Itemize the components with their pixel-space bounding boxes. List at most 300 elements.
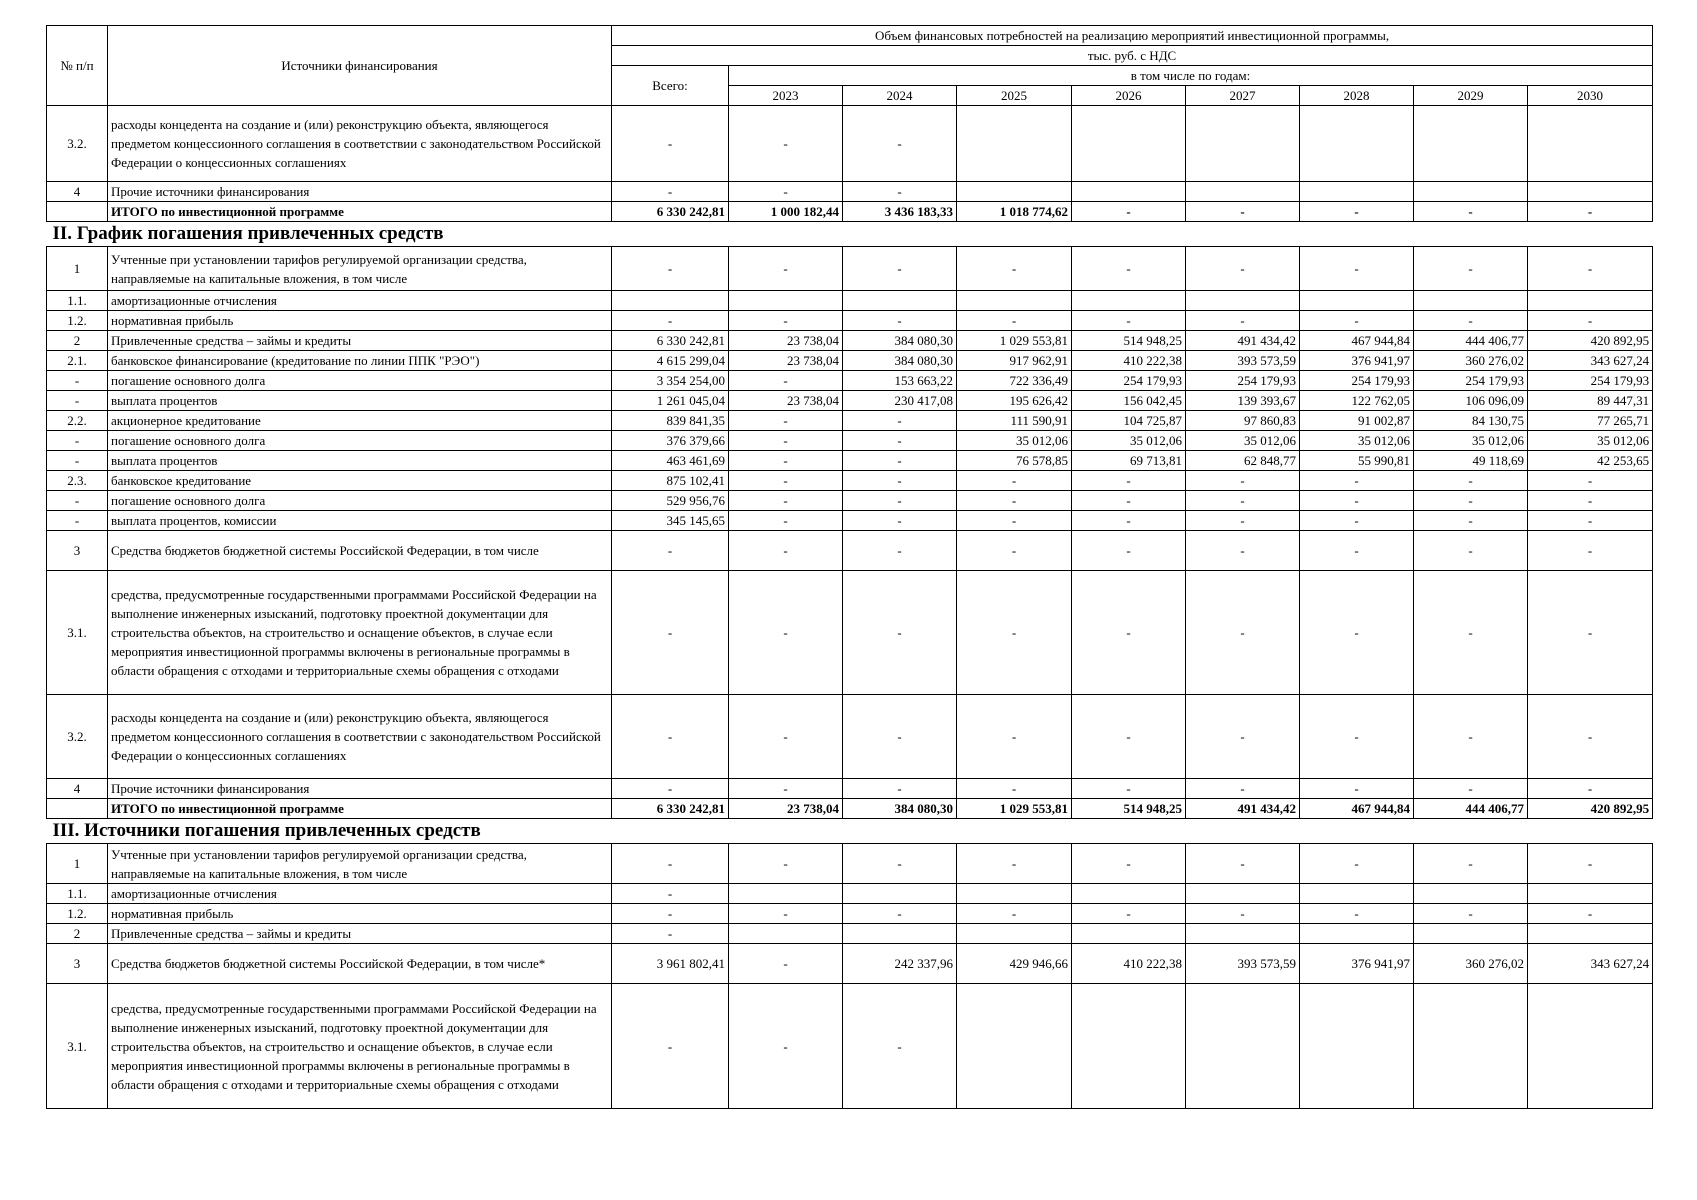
year-value-cell: - bbox=[1300, 311, 1414, 331]
year-value-cell: - bbox=[729, 984, 843, 1109]
year-value-cell: 62 848,77 bbox=[1186, 451, 1300, 471]
year-value-cell bbox=[1528, 182, 1653, 202]
total-value-cell: - bbox=[612, 904, 729, 924]
row-label: Средства бюджетов бюджетной системы Российской Федерации, в том числе bbox=[108, 531, 612, 571]
year-value-cell: - bbox=[1186, 311, 1300, 331]
year-value-cell: - bbox=[729, 411, 843, 431]
year-value-cell: - bbox=[1414, 779, 1528, 799]
year-value-cell bbox=[1072, 884, 1186, 904]
year-value-cell bbox=[1186, 106, 1300, 182]
year-value-cell: 384 080,30 bbox=[843, 351, 957, 371]
year-value-cell: - bbox=[1072, 247, 1186, 291]
year-value-cell: - bbox=[843, 571, 957, 695]
year-value-cell bbox=[1300, 884, 1414, 904]
year-value-cell bbox=[1072, 182, 1186, 202]
year-value-cell: 514 948,25 bbox=[1072, 799, 1186, 819]
table-row bbox=[47, 924, 1653, 944]
row-label: амортизационные отчисления bbox=[108, 291, 612, 311]
row-label: нормативная прибыль bbox=[108, 311, 612, 331]
year-value-cell: 35 012,06 bbox=[1072, 431, 1186, 451]
year-value-cell: - bbox=[1414, 247, 1528, 291]
year-value-cell: - bbox=[1186, 471, 1300, 491]
total-value-cell: - bbox=[612, 695, 729, 779]
year-value-cell: - bbox=[1528, 471, 1653, 491]
year-value-cell bbox=[957, 106, 1072, 182]
year-value-cell: - bbox=[1414, 491, 1528, 511]
year-value-cell bbox=[957, 884, 1072, 904]
year-value-cell: 35 012,06 bbox=[1414, 431, 1528, 451]
year-value-cell: 254 179,93 bbox=[1300, 371, 1414, 391]
table-row bbox=[47, 182, 1653, 202]
year-value-cell: 254 179,93 bbox=[1072, 371, 1186, 391]
section-3-heading bbox=[47, 819, 1653, 844]
year-value-cell bbox=[1414, 984, 1528, 1109]
row-number: 3 bbox=[47, 531, 108, 571]
row-number: 2 bbox=[47, 331, 108, 351]
year-value-cell: - bbox=[729, 779, 843, 799]
total-value-cell: 345 145,65 bbox=[612, 511, 729, 531]
year-value-cell: 77 265,71 bbox=[1528, 411, 1653, 431]
year-value-cell: 76 578,85 bbox=[957, 451, 1072, 471]
year-value-cell: 384 080,30 bbox=[843, 331, 957, 351]
year-value-cell bbox=[1414, 291, 1528, 311]
year-value-cell: 467 944,84 bbox=[1300, 799, 1414, 819]
row-number: 4 bbox=[47, 779, 108, 799]
year-value-cell: - bbox=[957, 779, 1072, 799]
year-header: 2030 bbox=[1528, 86, 1653, 106]
year-value-cell: - bbox=[843, 247, 957, 291]
row-label: ИТОГО по инвестиционной программе bbox=[108, 799, 612, 819]
year-value-cell: - bbox=[1414, 202, 1528, 222]
year-value-cell: 1 029 553,81 bbox=[957, 799, 1072, 819]
row-label: Учтенные при установлении тарифов регулируемой организации средства, направляемые на капитальные вложения, в том числе bbox=[108, 844, 612, 884]
financing-table-page bbox=[46, 25, 1652, 1109]
year-value-cell: - bbox=[1414, 695, 1528, 779]
year-value-cell: - bbox=[1528, 571, 1653, 695]
year-value-cell: - bbox=[1528, 491, 1653, 511]
year-value-cell bbox=[957, 924, 1072, 944]
total-column-header: Всего: bbox=[612, 66, 729, 106]
year-value-cell: - bbox=[729, 431, 843, 451]
year-value-cell: - bbox=[1414, 471, 1528, 491]
total-value-cell: 6 330 242,81 bbox=[612, 202, 729, 222]
year-value-cell: 23 738,04 bbox=[729, 799, 843, 819]
year-value-cell: - bbox=[843, 531, 957, 571]
row-number: 1.2. bbox=[47, 904, 108, 924]
row-label: Привлеченные средства – займы и кредиты bbox=[108, 331, 612, 351]
year-value-cell: 420 892,95 bbox=[1528, 331, 1653, 351]
year-value-cell bbox=[1300, 291, 1414, 311]
table-row bbox=[47, 391, 1653, 411]
year-value-cell: - bbox=[1300, 511, 1414, 531]
year-value-cell: - bbox=[1528, 511, 1653, 531]
year-value-cell bbox=[729, 884, 843, 904]
year-value-cell: - bbox=[843, 844, 957, 884]
year-value-cell: - bbox=[1186, 511, 1300, 531]
row-label: погашение основного долга bbox=[108, 491, 612, 511]
year-value-cell: - bbox=[1186, 844, 1300, 884]
row-label: банковское финансирование (кредитование по линии ППК "РЭО") bbox=[108, 351, 612, 371]
year-value-cell: - bbox=[843, 451, 957, 471]
total-value-cell: - bbox=[612, 311, 729, 331]
block-1 bbox=[47, 106, 1653, 222]
year-value-cell: 195 626,42 bbox=[957, 391, 1072, 411]
table-row bbox=[47, 202, 1653, 222]
table-row bbox=[47, 411, 1653, 431]
year-value-cell: 139 393,67 bbox=[1186, 391, 1300, 411]
year-value-cell: 23 738,04 bbox=[729, 391, 843, 411]
year-value-cell: - bbox=[729, 491, 843, 511]
row-number: 1.1. bbox=[47, 884, 108, 904]
table-row bbox=[47, 331, 1653, 351]
year-value-cell: - bbox=[1414, 571, 1528, 695]
year-value-cell: - bbox=[843, 695, 957, 779]
year-value-cell: - bbox=[1300, 247, 1414, 291]
year-value-cell: 23 738,04 bbox=[729, 331, 843, 351]
total-value-cell: 376 379,66 bbox=[612, 431, 729, 451]
year-value-cell: - bbox=[1300, 202, 1414, 222]
year-value-cell: 55 990,81 bbox=[1300, 451, 1414, 471]
year-value-cell: - bbox=[729, 844, 843, 884]
year-value-cell: - bbox=[1186, 247, 1300, 291]
year-value-cell: 1 018 774,62 bbox=[957, 202, 1072, 222]
row-number: 1.2. bbox=[47, 311, 108, 331]
year-value-cell bbox=[1300, 924, 1414, 944]
year-value-cell: 420 892,95 bbox=[1528, 799, 1653, 819]
year-value-cell bbox=[1186, 924, 1300, 944]
row-number: 3.2. bbox=[47, 106, 108, 182]
financing-table bbox=[46, 25, 1653, 1109]
year-value-cell bbox=[1300, 106, 1414, 182]
year-value-cell: - bbox=[1528, 311, 1653, 331]
year-value-cell: - bbox=[1300, 491, 1414, 511]
year-value-cell: 393 573,59 bbox=[1186, 351, 1300, 371]
year-value-cell: 156 042,45 bbox=[1072, 391, 1186, 411]
year-value-cell bbox=[843, 924, 957, 944]
row-label: средства, предусмотренные государственными программами Российской Федерации на выполнение инженерных изысканий, подготовку проектной документации для строительства объектов, на строительство и оснащение объектов, в случае если мероприятия инвестиционной программы включены в региональные программы в области обращения с отходами и территориальные схемы обращения с отходами bbox=[108, 984, 612, 1109]
row-label: Средства бюджетов бюджетной системы Российской Федерации, в том числе* bbox=[108, 944, 612, 984]
section-2-title: II. График погашения привлеченных средств bbox=[52, 223, 444, 244]
year-value-cell: 153 663,22 bbox=[843, 371, 957, 391]
row-number: 3.2. bbox=[47, 695, 108, 779]
year-value-cell: 3 436 183,33 bbox=[843, 202, 957, 222]
year-value-cell: 444 406,77 bbox=[1414, 331, 1528, 351]
year-value-cell bbox=[1072, 984, 1186, 1109]
year-value-cell: - bbox=[729, 311, 843, 331]
table-header bbox=[47, 26, 1653, 106]
table-row bbox=[47, 106, 1653, 182]
year-value-cell: - bbox=[843, 311, 957, 331]
row-label: Привлеченные средства – займы и кредиты bbox=[108, 924, 612, 944]
year-value-cell: 491 434,42 bbox=[1186, 799, 1300, 819]
year-value-cell: 122 762,05 bbox=[1300, 391, 1414, 411]
total-value-cell: - bbox=[612, 884, 729, 904]
row-number: - bbox=[47, 391, 108, 411]
year-value-cell: - bbox=[1186, 904, 1300, 924]
year-value-cell: - bbox=[843, 106, 957, 182]
volume-title: Объем финансовых потребностей на реализацию мероприятий инвестиционной программы, bbox=[612, 26, 1653, 46]
year-value-cell: 343 627,24 bbox=[1528, 944, 1653, 984]
row-number: 2.2. bbox=[47, 411, 108, 431]
year-value-cell bbox=[1528, 291, 1653, 311]
year-value-cell: - bbox=[957, 844, 1072, 884]
table-row bbox=[47, 695, 1653, 779]
year-value-cell: - bbox=[843, 779, 957, 799]
table-row bbox=[47, 471, 1653, 491]
year-value-cell: 429 946,66 bbox=[957, 944, 1072, 984]
year-value-cell: - bbox=[1414, 511, 1528, 531]
row-label: Учтенные при установлении тарифов регулируемой организации средства, направляемые на капитальные вложения, в том числе bbox=[108, 247, 612, 291]
table-row bbox=[47, 531, 1653, 571]
total-value-cell bbox=[612, 291, 729, 311]
source-column-header: Источники финансирования bbox=[108, 26, 612, 106]
year-value-cell bbox=[1528, 106, 1653, 182]
year-value-cell: 444 406,77 bbox=[1414, 799, 1528, 819]
table-row bbox=[47, 779, 1653, 799]
year-value-cell: 360 276,02 bbox=[1414, 351, 1528, 371]
year-value-cell bbox=[729, 291, 843, 311]
total-value-cell: 6 330 242,81 bbox=[612, 331, 729, 351]
row-label: ИТОГО по инвестиционной программе bbox=[108, 202, 612, 222]
year-value-cell: - bbox=[1528, 904, 1653, 924]
year-value-cell bbox=[1414, 884, 1528, 904]
total-value-cell: - bbox=[612, 106, 729, 182]
year-value-cell: 254 179,93 bbox=[1186, 371, 1300, 391]
year-value-cell: - bbox=[729, 944, 843, 984]
table-row bbox=[47, 944, 1653, 984]
total-value-cell: 1 261 045,04 bbox=[612, 391, 729, 411]
table-row bbox=[47, 904, 1653, 924]
row-label: банковское кредитование bbox=[108, 471, 612, 491]
year-value-cell: - bbox=[1186, 202, 1300, 222]
year-value-cell: - bbox=[843, 511, 957, 531]
year-value-cell: - bbox=[957, 571, 1072, 695]
year-header: 2025 bbox=[957, 86, 1072, 106]
year-value-cell bbox=[957, 984, 1072, 1109]
row-label: нормативная прибыль bbox=[108, 904, 612, 924]
year-value-cell: - bbox=[729, 904, 843, 924]
total-value-cell: 839 841,35 bbox=[612, 411, 729, 431]
year-value-cell: 97 860,83 bbox=[1186, 411, 1300, 431]
year-value-cell: - bbox=[957, 531, 1072, 571]
row-label: Прочие источники финансирования bbox=[108, 182, 612, 202]
total-value-cell: 6 330 242,81 bbox=[612, 799, 729, 819]
year-value-cell: - bbox=[1072, 695, 1186, 779]
year-value-cell: - bbox=[1414, 531, 1528, 571]
table-row bbox=[47, 844, 1653, 884]
year-value-cell: - bbox=[1414, 311, 1528, 331]
year-value-cell bbox=[1072, 291, 1186, 311]
year-value-cell: - bbox=[1300, 844, 1414, 884]
year-value-cell: - bbox=[957, 904, 1072, 924]
year-value-cell: 254 179,93 bbox=[1528, 371, 1653, 391]
table-row bbox=[47, 571, 1653, 695]
table-row bbox=[47, 351, 1653, 371]
row-number: - bbox=[47, 451, 108, 471]
row-number: - bbox=[47, 491, 108, 511]
year-header: 2029 bbox=[1414, 86, 1528, 106]
year-value-cell: 917 962,91 bbox=[957, 351, 1072, 371]
year-value-cell: 491 434,42 bbox=[1186, 331, 1300, 351]
year-value-cell: 104 725,87 bbox=[1072, 411, 1186, 431]
year-header: 2023 bbox=[729, 86, 843, 106]
year-value-cell: - bbox=[1528, 779, 1653, 799]
year-value-cell: - bbox=[957, 511, 1072, 531]
year-value-cell: 376 941,97 bbox=[1300, 351, 1414, 371]
year-value-cell: 254 179,93 bbox=[1414, 371, 1528, 391]
total-value-cell: - bbox=[612, 984, 729, 1109]
year-header: 2028 bbox=[1300, 86, 1414, 106]
year-value-cell: 393 573,59 bbox=[1186, 944, 1300, 984]
row-label: акционерное кредитование bbox=[108, 411, 612, 431]
year-value-cell: - bbox=[729, 182, 843, 202]
year-value-cell: - bbox=[1300, 531, 1414, 571]
row-number: - bbox=[47, 431, 108, 451]
total-value-cell: 3 961 802,41 bbox=[612, 944, 729, 984]
total-value-cell: 875 102,41 bbox=[612, 471, 729, 491]
year-value-cell: - bbox=[843, 182, 957, 202]
year-value-cell: 1 029 553,81 bbox=[957, 331, 1072, 351]
by-years-header: в том числе по годам: bbox=[729, 66, 1653, 86]
year-value-cell: 49 118,69 bbox=[1414, 451, 1528, 471]
table-row bbox=[47, 491, 1653, 511]
block-2 bbox=[47, 247, 1653, 819]
row-label: Прочие источники финансирования bbox=[108, 779, 612, 799]
table-row bbox=[47, 291, 1653, 311]
year-value-cell: - bbox=[729, 471, 843, 491]
total-value-cell: - bbox=[612, 182, 729, 202]
total-value-cell: 529 956,76 bbox=[612, 491, 729, 511]
row-number: 2 bbox=[47, 924, 108, 944]
unit-label: тыс. руб. с НДС bbox=[612, 46, 1653, 66]
year-value-cell: - bbox=[729, 247, 843, 291]
section-2-heading bbox=[47, 222, 1653, 247]
year-value-cell: - bbox=[957, 471, 1072, 491]
year-value-cell: - bbox=[1072, 491, 1186, 511]
year-value-cell: - bbox=[843, 904, 957, 924]
year-value-cell: - bbox=[1528, 247, 1653, 291]
row-number: 1 bbox=[47, 247, 108, 291]
year-value-cell bbox=[1186, 291, 1300, 311]
year-value-cell: 35 012,06 bbox=[1186, 431, 1300, 451]
row-number: 2.3. bbox=[47, 471, 108, 491]
total-value-cell: - bbox=[612, 779, 729, 799]
year-header: 2024 bbox=[843, 86, 957, 106]
table-row bbox=[47, 799, 1653, 819]
year-value-cell bbox=[843, 291, 957, 311]
year-value-cell: 35 012,06 bbox=[1528, 431, 1653, 451]
table-row bbox=[47, 451, 1653, 471]
year-value-cell: 360 276,02 bbox=[1414, 944, 1528, 984]
row-label: выплата процентов bbox=[108, 391, 612, 411]
year-value-cell bbox=[1528, 924, 1653, 944]
year-value-cell bbox=[1414, 182, 1528, 202]
year-value-cell bbox=[843, 884, 957, 904]
year-value-cell: 514 948,25 bbox=[1072, 331, 1186, 351]
year-value-cell: 467 944,84 bbox=[1300, 331, 1414, 351]
year-value-cell: - bbox=[729, 371, 843, 391]
year-value-cell: 384 080,30 bbox=[843, 799, 957, 819]
year-value-cell bbox=[1300, 182, 1414, 202]
year-value-cell bbox=[1300, 984, 1414, 1109]
row-number: 4 bbox=[47, 182, 108, 202]
year-value-cell: - bbox=[1186, 695, 1300, 779]
year-value-cell: - bbox=[957, 695, 1072, 779]
year-value-cell: 35 012,06 bbox=[1300, 431, 1414, 451]
year-value-cell: 23 738,04 bbox=[729, 351, 843, 371]
year-value-cell: - bbox=[843, 431, 957, 451]
table-row bbox=[47, 311, 1653, 331]
year-value-cell bbox=[729, 924, 843, 944]
year-value-cell: - bbox=[1300, 779, 1414, 799]
row-number: - bbox=[47, 371, 108, 391]
row-number: 3.1. bbox=[47, 571, 108, 695]
year-value-cell: - bbox=[843, 984, 957, 1109]
row-number bbox=[47, 799, 108, 819]
year-value-cell: - bbox=[1528, 695, 1653, 779]
year-value-cell: 722 336,49 bbox=[957, 371, 1072, 391]
year-value-cell: - bbox=[1300, 571, 1414, 695]
year-value-cell: - bbox=[843, 471, 957, 491]
table-row bbox=[47, 884, 1653, 904]
year-value-cell: - bbox=[1072, 202, 1186, 222]
year-value-cell: - bbox=[1072, 844, 1186, 884]
row-label: выплата процентов, комиссии bbox=[108, 511, 612, 531]
row-label: погашение основного долга bbox=[108, 431, 612, 451]
year-value-cell: - bbox=[729, 571, 843, 695]
year-value-cell: 376 941,97 bbox=[1300, 944, 1414, 984]
year-value-cell: - bbox=[1072, 779, 1186, 799]
year-value-cell: 69 713,81 bbox=[1072, 451, 1186, 471]
section-3-title: III. Источники погашения привлеченных средств bbox=[52, 820, 481, 841]
year-value-cell: - bbox=[1072, 311, 1186, 331]
year-value-cell bbox=[957, 182, 1072, 202]
year-value-cell: 111 590,91 bbox=[957, 411, 1072, 431]
row-label: расходы концедента на создание и (или) реконструкцию объекта, являющегося предметом концессионного соглашения в соответствии с законодательством Российской Федерации о концессионных соглашениях bbox=[108, 106, 612, 182]
year-value-cell: - bbox=[1072, 531, 1186, 571]
year-value-cell: 84 130,75 bbox=[1414, 411, 1528, 431]
row-number: 2.1. bbox=[47, 351, 108, 371]
year-value-cell: - bbox=[1186, 531, 1300, 571]
year-value-cell: - bbox=[1414, 844, 1528, 884]
year-value-cell: - bbox=[1528, 531, 1653, 571]
year-value-cell: - bbox=[957, 247, 1072, 291]
year-value-cell: - bbox=[1300, 904, 1414, 924]
table-row bbox=[47, 984, 1653, 1109]
total-value-cell: 4 615 299,04 bbox=[612, 351, 729, 371]
year-value-cell: - bbox=[957, 311, 1072, 331]
table-row bbox=[47, 247, 1653, 291]
total-value-cell: - bbox=[612, 247, 729, 291]
row-number: 1 bbox=[47, 844, 108, 884]
year-value-cell: - bbox=[1414, 904, 1528, 924]
row-label: средства, предусмотренные государственными программами Российской Федерации на выполнение инженерных изысканий, подготовку проектной документации для строительства объектов, на строительство и оснащение объектов, в случае если мероприятия инвестиционной программы включены в региональные программы в области обращения с отходами и территориальные схемы обращения с отходами bbox=[108, 571, 612, 695]
year-value-cell: 242 337,96 bbox=[843, 944, 957, 984]
year-value-cell bbox=[957, 291, 1072, 311]
year-value-cell: - bbox=[1072, 571, 1186, 695]
total-value-cell: 3 354 254,00 bbox=[612, 371, 729, 391]
year-value-cell: 410 222,38 bbox=[1072, 351, 1186, 371]
year-value-cell: - bbox=[1300, 695, 1414, 779]
year-value-cell: - bbox=[1072, 511, 1186, 531]
year-value-cell: 89 447,31 bbox=[1528, 391, 1653, 411]
year-value-cell: - bbox=[843, 491, 957, 511]
year-value-cell: 343 627,24 bbox=[1528, 351, 1653, 371]
row-number: 1.1. bbox=[47, 291, 108, 311]
row-label: расходы концедента на создание и (или) реконструкцию объекта, являющегося предметом концессионного соглашения в соответствии с законодательством Российской Федерации о концессионных соглашениях bbox=[108, 695, 612, 779]
year-value-cell: 91 002,87 bbox=[1300, 411, 1414, 431]
row-label: выплата процентов bbox=[108, 451, 612, 471]
